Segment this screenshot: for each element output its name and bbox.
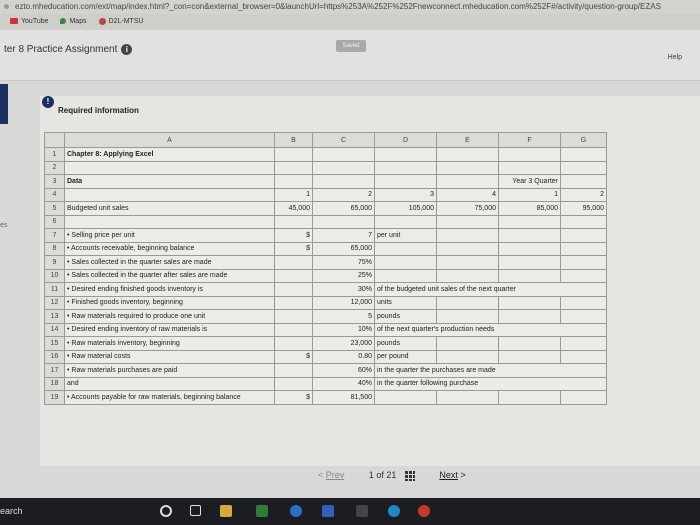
cell[interactable] — [313, 148, 375, 162]
row-number[interactable]: 15 — [45, 337, 65, 351]
table-row — [45, 377, 607, 391]
prev-button[interactable]: < Prev — [318, 470, 345, 480]
cell[interactable] — [375, 161, 437, 175]
cell[interactable]: Year 3 Quarter — [499, 175, 561, 189]
row-number[interactable]: 4 — [45, 188, 65, 202]
bookmarks-bar — [0, 14, 700, 30]
cell[interactable]: 75,000 — [437, 202, 499, 216]
table-row — [45, 188, 607, 202]
row-number[interactable]: 16 — [45, 350, 65, 364]
cell[interactable]: • Desired ending finished goods inventory is — [65, 283, 275, 297]
cell[interactable] — [275, 256, 313, 270]
cell[interactable] — [375, 148, 437, 162]
cell[interactable]: 3 — [375, 188, 437, 202]
url-text: ezto.mheducation.com/ext/map/index.html?_con=con&external_browser=0&launchUrl=https%253A%252F%252Fnewconnect.mheducation.com%252F#/activity/question-group/EZAS — [15, 2, 661, 11]
cell[interactable]: $ — [275, 242, 313, 256]
cell[interactable] — [561, 310, 607, 324]
cell[interactable] — [375, 242, 437, 256]
cell[interactable]: 1 — [275, 188, 313, 202]
address-bar[interactable] — [0, 0, 700, 14]
corner-header[interactable] — [45, 133, 65, 148]
cell[interactable] — [65, 188, 275, 202]
cell[interactable]: in the quarter the purchases are made — [375, 364, 607, 378]
cell[interactable] — [499, 161, 561, 175]
cell[interactable] — [561, 296, 607, 310]
table-row — [45, 283, 607, 297]
table-row — [45, 364, 607, 378]
cell[interactable] — [437, 391, 499, 405]
cell[interactable]: per unit — [375, 229, 437, 243]
cell[interactable]: 40% — [313, 377, 375, 391]
cell[interactable]: Chapter 8: Applying Excel — [65, 148, 275, 162]
column-headers — [45, 133, 607, 148]
row-number[interactable]: 7 — [45, 229, 65, 243]
cell[interactable]: 105,000 — [375, 202, 437, 216]
cell[interactable] — [499, 256, 561, 270]
row-number[interactable]: 18 — [45, 377, 65, 391]
cell[interactable]: • Raw materials inventory, beginning — [65, 337, 275, 351]
cell[interactable]: 2 — [313, 188, 375, 202]
page-indicator: 1 of 21 — [368, 470, 397, 480]
cell[interactable] — [499, 350, 561, 364]
cell[interactable]: • Raw materials purchases are paid — [65, 364, 275, 378]
table-row — [45, 296, 607, 310]
table-row — [45, 242, 607, 256]
column-header-b[interactable]: B — [275, 133, 313, 148]
cell[interactable]: 60% — [313, 364, 375, 378]
cell[interactable]: $ — [275, 391, 313, 405]
cell[interactable]: • Raw materials required to produce one unit — [65, 310, 275, 324]
column-header-f[interactable]: F — [499, 133, 561, 148]
cell[interactable]: 2 — [561, 188, 607, 202]
cell[interactable] — [437, 175, 499, 189]
cell[interactable] — [561, 256, 607, 270]
column-header-e[interactable]: E — [437, 133, 499, 148]
youtube-icon — [10, 18, 18, 24]
info-icon[interactable]: i — [121, 44, 132, 55]
alert-icon: ! — [42, 96, 54, 108]
chrome-icon[interactable] — [418, 505, 430, 517]
cell[interactable]: 65,000 — [313, 242, 375, 256]
task-view-icon[interactable] — [190, 505, 201, 516]
cell[interactable] — [375, 256, 437, 270]
table-row — [45, 202, 607, 216]
cell[interactable] — [275, 269, 313, 283]
cell[interactable] — [561, 242, 607, 256]
table-row — [45, 175, 607, 189]
cell[interactable] — [375, 175, 437, 189]
table-row — [45, 215, 607, 229]
row-number[interactable]: 13 — [45, 310, 65, 324]
cell[interactable]: 81,500 — [313, 391, 375, 405]
cell[interactable] — [275, 215, 313, 229]
map-pin-icon — [60, 18, 66, 24]
cell[interactable] — [499, 242, 561, 256]
cell[interactable] — [437, 310, 499, 324]
app-icon[interactable] — [356, 505, 368, 517]
cell[interactable] — [561, 337, 607, 351]
bookmark-maps[interactable]: Maps — [60, 14, 86, 30]
cell[interactable] — [313, 161, 375, 175]
table-row — [45, 269, 607, 283]
assignment-header — [0, 30, 700, 81]
cell[interactable] — [437, 148, 499, 162]
cell[interactable]: pounds — [375, 310, 437, 324]
cell[interactable]: 85,000 — [499, 202, 561, 216]
cell[interactable] — [561, 161, 607, 175]
page-icon — [4, 4, 9, 9]
cell[interactable] — [275, 310, 313, 324]
question-indicator — [0, 84, 8, 124]
row-number[interactable]: 6 — [45, 215, 65, 229]
cell[interactable] — [437, 256, 499, 270]
cell[interactable] — [561, 215, 607, 229]
cell[interactable] — [275, 377, 313, 391]
cell[interactable]: • Finished goods inventory, beginning — [65, 296, 275, 310]
row-number[interactable]: 14 — [45, 323, 65, 337]
cell[interactable] — [499, 229, 561, 243]
cell[interactable] — [499, 148, 561, 162]
table-row — [45, 323, 607, 337]
cell[interactable]: per pound — [375, 350, 437, 364]
cell[interactable]: pounds — [375, 337, 437, 351]
row-number[interactable]: 2 — [45, 161, 65, 175]
cell[interactable]: $ — [275, 229, 313, 243]
cell[interactable] — [65, 215, 275, 229]
cell[interactable]: in the quarter following purchase — [375, 377, 607, 391]
bookmark-d2l[interactable]: D2L-MTSU — [99, 14, 144, 30]
cell[interactable]: Budgeted unit sales — [65, 202, 275, 216]
cell[interactable]: 7 — [313, 229, 375, 243]
excel-app-icon[interactable] — [256, 505, 268, 517]
column-header-c[interactable]: C — [313, 133, 375, 148]
cell[interactable]: and — [65, 377, 275, 391]
cell[interactable]: • Selling price per unit — [65, 229, 275, 243]
cell[interactable]: 0.80 — [313, 350, 375, 364]
taskbar — [0, 498, 700, 525]
cortana-icon[interactable] — [160, 505, 172, 517]
column-header-g[interactable]: G — [561, 133, 607, 148]
cell[interactable]: 25% — [313, 269, 375, 283]
row-number[interactable]: 17 — [45, 364, 65, 378]
side-tab-label: es — [0, 222, 8, 229]
row-number[interactable]: 8 — [45, 242, 65, 256]
cell[interactable]: • Sales collected in the quarter sales are made — [65, 256, 275, 270]
table-row — [45, 256, 607, 270]
cell[interactable] — [375, 215, 437, 229]
cell[interactable] — [313, 175, 375, 189]
cell[interactable] — [65, 161, 275, 175]
cell[interactable] — [375, 391, 437, 405]
cell[interactable] — [499, 215, 561, 229]
row-number[interactable]: 19 — [45, 391, 65, 405]
grid-icon[interactable] — [405, 471, 415, 481]
cell[interactable] — [275, 148, 313, 162]
cell[interactable] — [437, 161, 499, 175]
file-explorer-icon[interactable] — [220, 505, 232, 517]
app-icon-2[interactable] — [388, 505, 400, 517]
cell[interactable] — [561, 148, 607, 162]
pagination — [318, 470, 466, 481]
cell[interactable]: 23,000 — [313, 337, 375, 351]
column-header-d[interactable]: D — [375, 133, 437, 148]
cell[interactable] — [375, 269, 437, 283]
cell[interactable] — [275, 337, 313, 351]
cell[interactable] — [437, 229, 499, 243]
cell[interactable] — [499, 337, 561, 351]
taskbar-search[interactable]: earch — [0, 506, 23, 516]
row-number[interactable]: 11 — [45, 283, 65, 297]
help-link[interactable]: Help — [667, 54, 682, 61]
cell[interactable] — [313, 215, 375, 229]
table-row — [45, 337, 607, 351]
cell[interactable] — [275, 161, 313, 175]
cell[interactable] — [275, 175, 313, 189]
table-row — [45, 310, 607, 324]
saved-status: Saved — [336, 40, 366, 52]
cell[interactable] — [437, 296, 499, 310]
bookmark-youtube[interactable]: YouTube — [10, 14, 49, 30]
cell[interactable]: units — [375, 296, 437, 310]
cell[interactable] — [437, 350, 499, 364]
table-row — [45, 161, 607, 175]
cell[interactable]: 10% — [313, 323, 375, 337]
cell[interactable] — [561, 269, 607, 283]
cell[interactable]: 65,000 — [313, 202, 375, 216]
cell[interactable]: 30% — [313, 283, 375, 297]
cell[interactable]: • Sales collected in the quarter after sales are made — [65, 269, 275, 283]
word-app-icon[interactable] — [322, 505, 334, 517]
cell[interactable] — [561, 229, 607, 243]
cell[interactable] — [275, 283, 313, 297]
cell[interactable] — [275, 364, 313, 378]
cell[interactable]: of the budgeted unit sales of the next quarter — [375, 283, 607, 297]
table-row — [45, 148, 607, 162]
cell[interactable]: 12,000 — [313, 296, 375, 310]
cell[interactable] — [437, 242, 499, 256]
row-number[interactable]: 9 — [45, 256, 65, 270]
table-row — [45, 391, 607, 405]
cell[interactable] — [275, 296, 313, 310]
cell[interactable]: 45,000 — [275, 202, 313, 216]
d2l-icon — [99, 18, 106, 25]
cell[interactable]: Data — [65, 175, 275, 189]
cell[interactable]: 1 — [499, 188, 561, 202]
cell[interactable]: 5 — [313, 310, 375, 324]
edge-icon[interactable] — [290, 505, 302, 517]
assignment-title: ter 8 Practice Assignment i — [4, 44, 132, 55]
cell[interactable]: 75% — [313, 256, 375, 270]
cell[interactable] — [561, 350, 607, 364]
cell[interactable]: • Accounts receivable, beginning balance — [65, 242, 275, 256]
cell[interactable]: 95,000 — [561, 202, 607, 216]
row-number[interactable]: 1 — [45, 148, 65, 162]
row-number[interactable]: 5 — [45, 202, 65, 216]
cell[interactable] — [499, 310, 561, 324]
cell[interactable]: • Accounts payable for raw materials, beginning balance — [65, 391, 275, 405]
cell[interactable] — [561, 175, 607, 189]
cell[interactable]: • Desired ending inventory of raw materials is — [65, 323, 275, 337]
excel-table — [44, 132, 607, 405]
table-row — [45, 229, 607, 243]
row-number[interactable]: 10 — [45, 269, 65, 283]
cell[interactable]: 4 — [437, 188, 499, 202]
cell[interactable] — [437, 337, 499, 351]
cell[interactable] — [437, 269, 499, 283]
table-row — [45, 350, 607, 364]
row-number[interactable]: 3 — [45, 175, 65, 189]
column-header-a[interactable]: A — [65, 133, 275, 148]
row-number[interactable]: 12 — [45, 296, 65, 310]
cell[interactable] — [499, 391, 561, 405]
cell[interactable] — [499, 296, 561, 310]
required-info-heading: Required information — [58, 106, 139, 115]
cell[interactable]: • Raw material costs — [65, 350, 275, 364]
cell[interactable]: of the next quarter's production needs — [375, 323, 607, 337]
cell[interactable] — [437, 215, 499, 229]
cell[interactable] — [499, 269, 561, 283]
cell[interactable] — [275, 323, 313, 337]
cell[interactable] — [561, 391, 607, 405]
next-button[interactable]: Next > — [439, 470, 466, 480]
cell[interactable]: $ — [275, 350, 313, 364]
